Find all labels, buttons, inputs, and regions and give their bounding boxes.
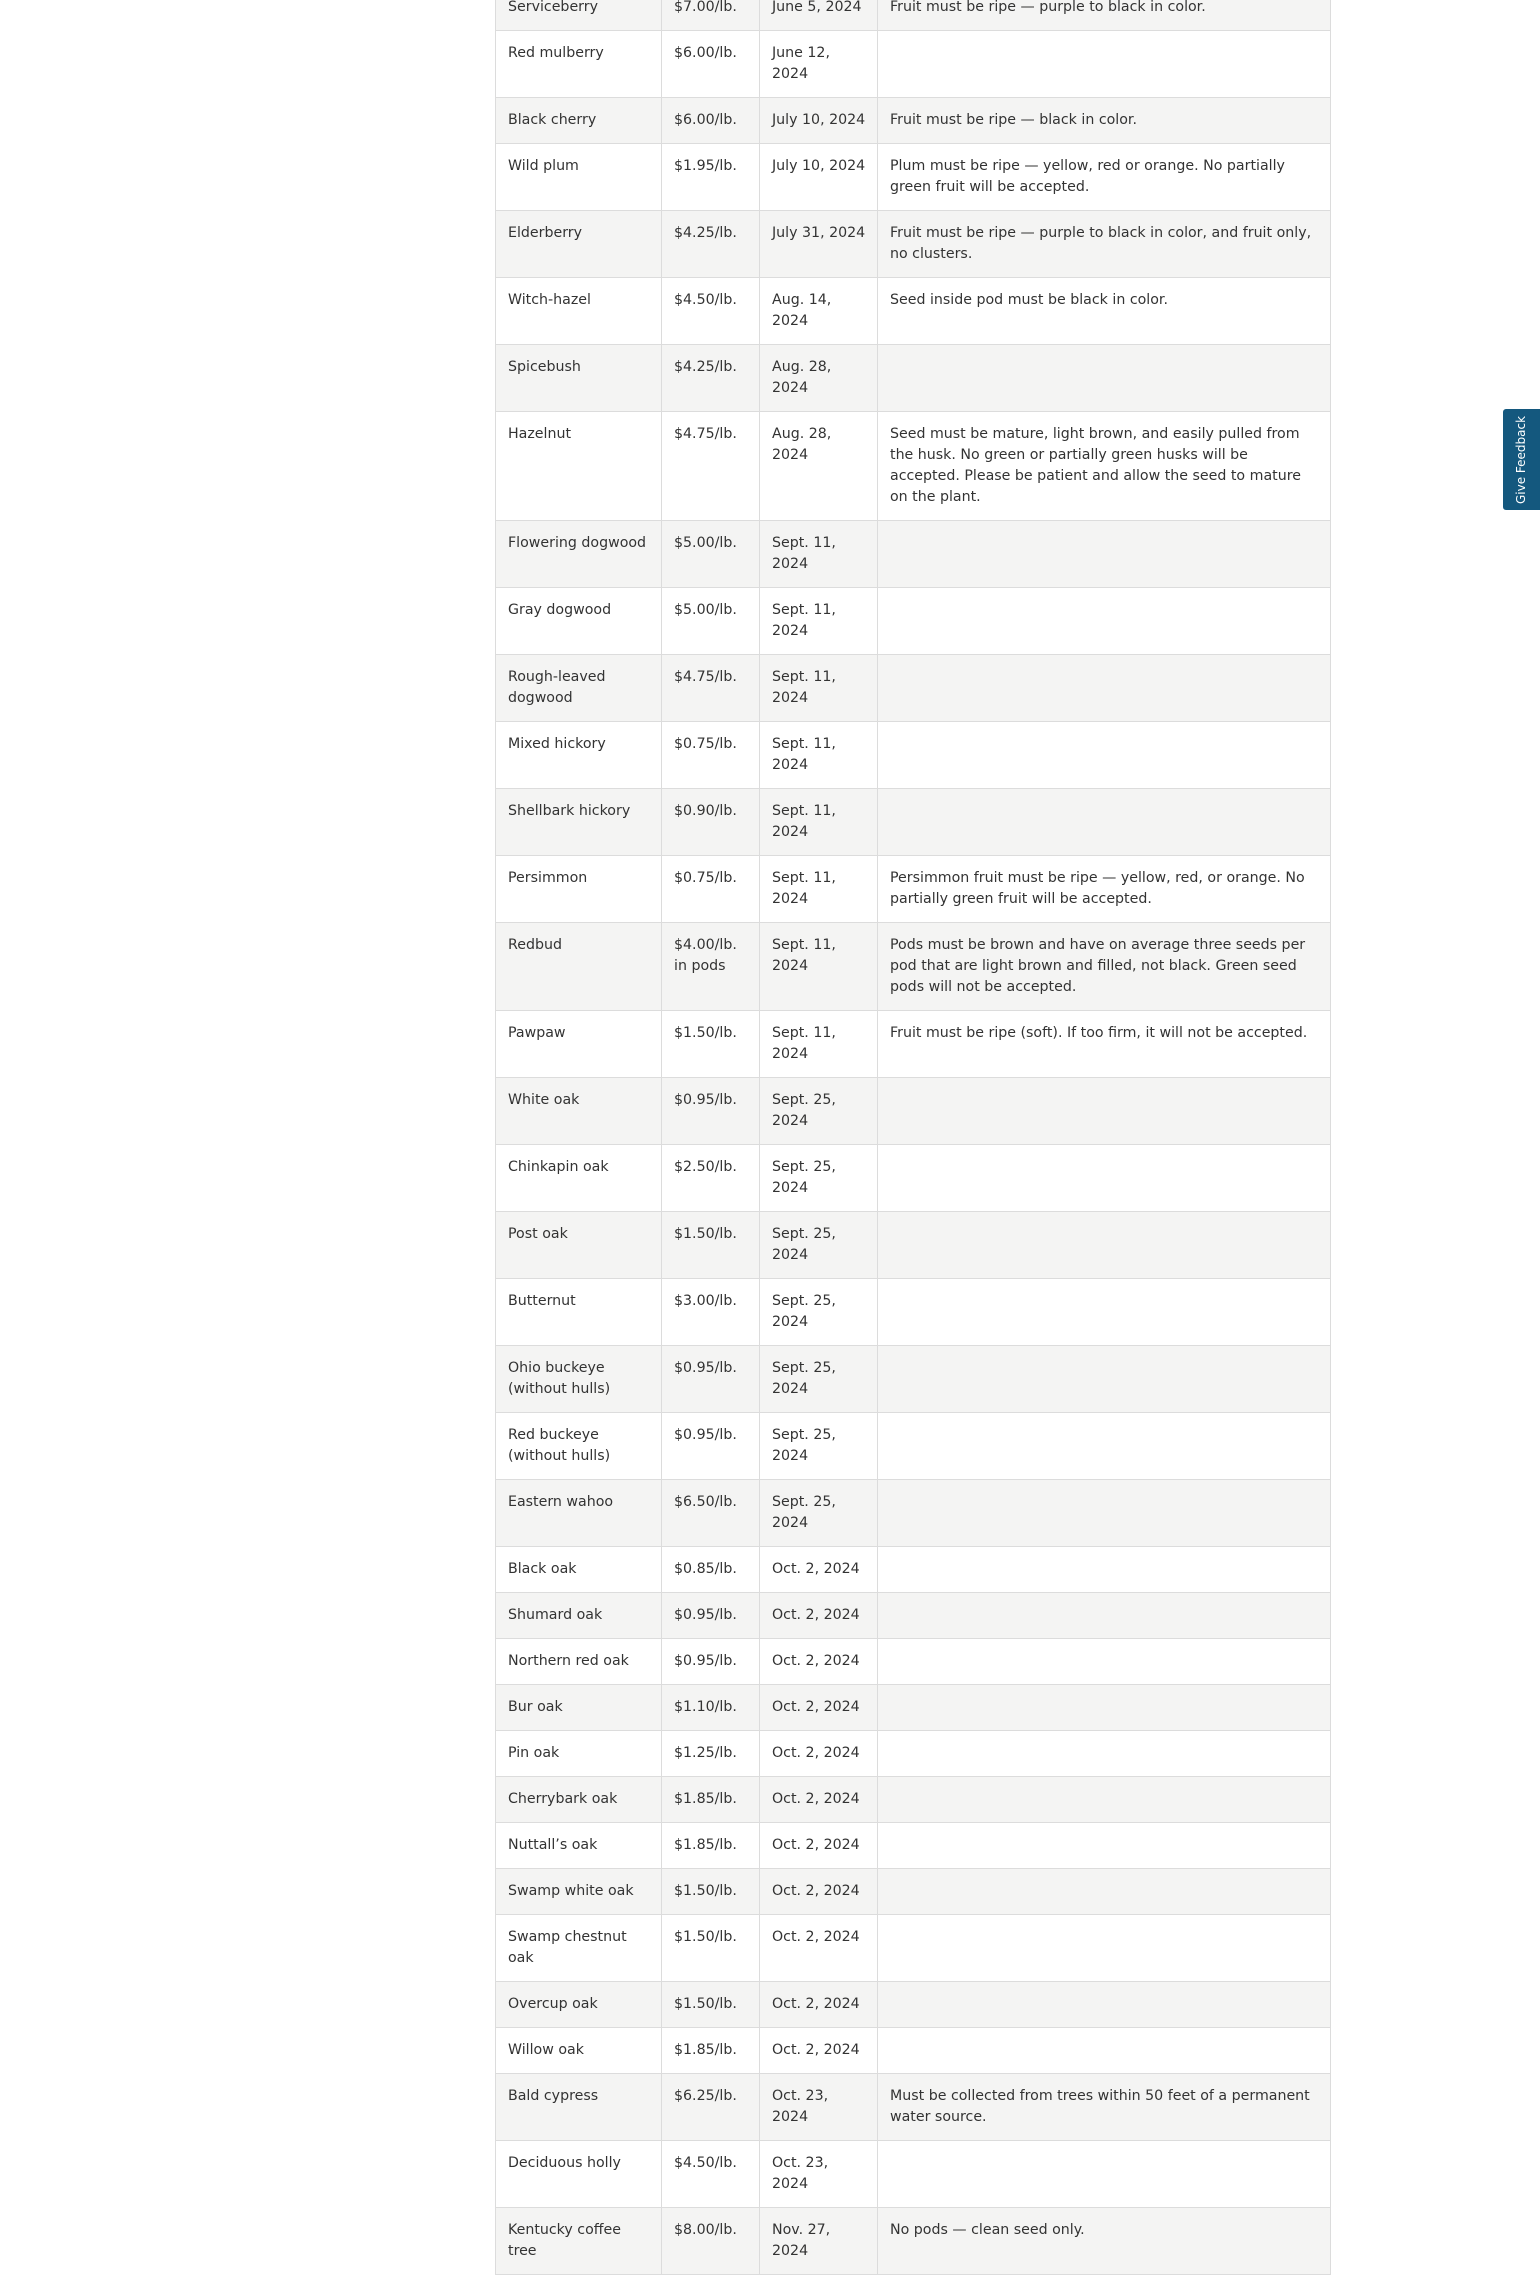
table-row: [496, 789, 1331, 856]
notes-cell: Plum must be ripe — yellow, red or orange. No partially green fruit will be accepted.: [878, 144, 1331, 211]
species-cell: White oak: [496, 1078, 662, 1145]
price-cell: $1.95/lb.: [662, 144, 760, 211]
table-row: [496, 923, 1331, 1011]
notes-cell: [878, 2028, 1331, 2074]
table-row: [496, 1593, 1331, 1639]
table-row: [496, 211, 1331, 278]
notes-cell: [878, 1685, 1331, 1731]
species-cell: Pin oak: [496, 1731, 662, 1777]
notes-cell: Seed inside pod must be black in color.: [878, 278, 1331, 345]
deadline-cell: Sept. 11, 2024: [760, 722, 878, 789]
species-cell: Overcup oak: [496, 1982, 662, 2028]
notes-cell: [878, 1777, 1331, 1823]
species-cell: Serviceberry: [496, 0, 662, 31]
species-cell: Black cherry: [496, 98, 662, 144]
give-feedback-label: Give Feedback: [1514, 415, 1529, 504]
species-cell: Black oak: [496, 1547, 662, 1593]
table-row: [496, 144, 1331, 211]
deadline-cell: Sept. 11, 2024: [760, 521, 878, 588]
deadline-cell: Oct. 2, 2024: [760, 1685, 878, 1731]
species-cell: Pawpaw: [496, 1011, 662, 1078]
table-row: [496, 1145, 1331, 1212]
price-cell: $4.25/lb.: [662, 345, 760, 412]
table-row: [496, 278, 1331, 345]
deadline-cell: Oct. 2, 2024: [760, 1777, 878, 1823]
table-row: [496, 1078, 1331, 1145]
price-cell: $4.50/lb.: [662, 2141, 760, 2208]
deadline-cell: June 12, 2024: [760, 31, 878, 98]
notes-cell: Seed must be mature, light brown, and easily pulled from the husk. No green or partially green husks will be accepted. Please be patient and allow the seed to mature on the plant.: [878, 412, 1331, 521]
species-cell: Red mulberry: [496, 31, 662, 98]
notes-cell: [878, 588, 1331, 655]
table-row: [496, 1639, 1331, 1685]
price-cell: $0.95/lb.: [662, 1593, 760, 1639]
deadline-cell: Sept. 25, 2024: [760, 1279, 878, 1346]
notes-cell: No pods — clean seed only.: [878, 2208, 1331, 2275]
deadline-cell: Oct. 23, 2024: [760, 2141, 878, 2208]
price-cell: $6.50/lb.: [662, 1480, 760, 1547]
species-cell: Bur oak: [496, 1685, 662, 1731]
notes-cell: [878, 1346, 1331, 1413]
deadline-cell: Oct. 23, 2024: [760, 2074, 878, 2141]
deadline-cell: Oct. 2, 2024: [760, 1547, 878, 1593]
deadline-cell: June 5, 2024: [760, 0, 878, 31]
table-row: [496, 1777, 1331, 1823]
deadline-cell: Sept. 25, 2024: [760, 1346, 878, 1413]
table-row: [496, 856, 1331, 923]
species-cell: Mixed hickory: [496, 722, 662, 789]
price-cell: $0.95/lb.: [662, 1639, 760, 1685]
price-cell: $1.50/lb.: [662, 1915, 760, 1982]
notes-cell: [878, 1212, 1331, 1279]
price-cell: $1.10/lb.: [662, 1685, 760, 1731]
deadline-cell: Sept. 25, 2024: [760, 1480, 878, 1547]
price-cell: $4.75/lb.: [662, 412, 760, 521]
deadline-cell: Sept. 11, 2024: [760, 655, 878, 722]
species-cell: Shellbark hickory: [496, 789, 662, 856]
deadline-cell: Sept. 25, 2024: [760, 1145, 878, 1212]
species-cell: Swamp chestnut oak: [496, 1915, 662, 1982]
price-cell: $5.00/lb.: [662, 588, 760, 655]
price-cell: $4.25/lb.: [662, 211, 760, 278]
deadline-cell: Sept. 11, 2024: [760, 1011, 878, 1078]
notes-cell: Fruit must be ripe — purple to black in color, and fruit only, no clusters.: [878, 211, 1331, 278]
price-cell: $1.50/lb.: [662, 1011, 760, 1078]
notes-cell: Fruit must be ripe — purple to black in color.: [878, 0, 1331, 31]
deadline-cell: July 10, 2024: [760, 144, 878, 211]
species-cell: Bald cypress: [496, 2074, 662, 2141]
deadline-cell: Sept. 11, 2024: [760, 588, 878, 655]
notes-cell: Fruit must be ripe (soft). If too firm, it will not be accepted.: [878, 1011, 1331, 1078]
table-row: [496, 521, 1331, 588]
deadline-cell: Oct. 2, 2024: [760, 1593, 878, 1639]
price-cell: $1.50/lb.: [662, 1982, 760, 2028]
seed-table-body: [496, 0, 1331, 2275]
price-cell: $2.50/lb.: [662, 1145, 760, 1212]
notes-cell: [878, 1639, 1331, 1685]
price-cell: $6.00/lb.: [662, 98, 760, 144]
price-cell: $0.75/lb.: [662, 856, 760, 923]
price-cell: $4.75/lb.: [662, 655, 760, 722]
species-cell: Butternut: [496, 1279, 662, 1346]
species-cell: Elderberry: [496, 211, 662, 278]
table-row: [496, 2141, 1331, 2208]
notes-cell: [878, 1078, 1331, 1145]
price-cell: $0.95/lb.: [662, 1078, 760, 1145]
notes-cell: [878, 1480, 1331, 1547]
seed-price-table: [495, 0, 1331, 2275]
price-cell: $6.25/lb.: [662, 2074, 760, 2141]
species-cell: Ohio buckeye (without hulls): [496, 1346, 662, 1413]
table-row: [496, 1011, 1331, 1078]
notes-cell: [878, 1982, 1331, 2028]
deadline-cell: July 10, 2024: [760, 98, 878, 144]
price-cell: $0.75/lb.: [662, 722, 760, 789]
deadline-cell: Sept. 11, 2024: [760, 789, 878, 856]
deadline-cell: Oct. 2, 2024: [760, 1823, 878, 1869]
table-row: [496, 2074, 1331, 2141]
deadline-cell: Oct. 2, 2024: [760, 1639, 878, 1685]
price-cell: $4.50/lb.: [662, 278, 760, 345]
species-cell: Eastern wahoo: [496, 1480, 662, 1547]
species-cell: Chinkapin oak: [496, 1145, 662, 1212]
deadline-cell: Oct. 2, 2024: [760, 1915, 878, 1982]
species-cell: Flowering dogwood: [496, 521, 662, 588]
notes-cell: [878, 2141, 1331, 2208]
table-row: [496, 1547, 1331, 1593]
notes-cell: [878, 31, 1331, 98]
deadline-cell: Sept. 25, 2024: [760, 1212, 878, 1279]
table-row: [496, 412, 1331, 521]
price-cell: $0.90/lb.: [662, 789, 760, 856]
notes-cell: Persimmon fruit must be ripe — yellow, red, or orange. No partially green fruit will be accepted.: [878, 856, 1331, 923]
species-cell: Gray dogwood: [496, 588, 662, 655]
table-row: [496, 31, 1331, 98]
notes-cell: [878, 345, 1331, 412]
species-cell: Swamp white oak: [496, 1869, 662, 1915]
notes-cell: [878, 1823, 1331, 1869]
price-cell: $1.50/lb.: [662, 1869, 760, 1915]
table-row: [496, 1212, 1331, 1279]
species-cell: Cherrybark oak: [496, 1777, 662, 1823]
species-cell: Wild plum: [496, 144, 662, 211]
notes-cell: [878, 521, 1331, 588]
species-cell: Post oak: [496, 1212, 662, 1279]
price-cell: $5.00/lb.: [662, 521, 760, 588]
deadline-cell: Oct. 2, 2024: [760, 1982, 878, 2028]
price-cell: $1.25/lb.: [662, 1731, 760, 1777]
deadline-cell: Aug. 28, 2024: [760, 412, 878, 521]
species-cell: Persimmon: [496, 856, 662, 923]
table-row: [496, 655, 1331, 722]
species-cell: Spicebush: [496, 345, 662, 412]
deadline-cell: Sept. 11, 2024: [760, 923, 878, 1011]
deadline-cell: Sept. 11, 2024: [760, 856, 878, 923]
table-row: [496, 1480, 1331, 1547]
notes-cell: [878, 1547, 1331, 1593]
table-row: [496, 1279, 1331, 1346]
notes-cell: [878, 655, 1331, 722]
notes-cell: [878, 1413, 1331, 1480]
species-cell: Northern red oak: [496, 1639, 662, 1685]
species-cell: Redbud: [496, 923, 662, 1011]
price-cell: $7.00/lb.: [662, 0, 760, 31]
table-row: [496, 98, 1331, 144]
price-cell: $1.50/lb.: [662, 1212, 760, 1279]
table-row: [496, 2028, 1331, 2074]
deadline-cell: Nov. 27, 2024: [760, 2208, 878, 2275]
species-cell: Rough-leaved dogwood: [496, 655, 662, 722]
deadline-cell: Oct. 2, 2024: [760, 1869, 878, 1915]
give-feedback-button[interactable]: [1503, 409, 1540, 510]
price-cell: $0.95/lb.: [662, 1413, 760, 1480]
species-cell: Kentucky coffee tree: [496, 2208, 662, 2275]
species-cell: Shumard oak: [496, 1593, 662, 1639]
species-cell: Witch-hazel: [496, 278, 662, 345]
table-row: [496, 722, 1331, 789]
price-cell: $0.85/lb.: [662, 1547, 760, 1593]
table-row: [496, 0, 1331, 31]
table-row: [496, 2208, 1331, 2275]
price-cell: $1.85/lb.: [662, 2028, 760, 2074]
table-row: [496, 1869, 1331, 1915]
species-cell: Hazelnut: [496, 412, 662, 521]
species-cell: Willow oak: [496, 2028, 662, 2074]
deadline-cell: Aug. 28, 2024: [760, 345, 878, 412]
species-cell: Nuttall’s oak: [496, 1823, 662, 1869]
table-row: [496, 345, 1331, 412]
deadline-cell: July 31, 2024: [760, 211, 878, 278]
notes-cell: [878, 722, 1331, 789]
notes-cell: [878, 789, 1331, 856]
table-row: [496, 1982, 1331, 2028]
species-cell: Deciduous holly: [496, 2141, 662, 2208]
price-cell: $1.85/lb.: [662, 1823, 760, 1869]
price-cell: $3.00/lb.: [662, 1279, 760, 1346]
deadline-cell: Aug. 14, 2024: [760, 278, 878, 345]
notes-cell: Must be collected from trees within 50 feet of a permanent water source.: [878, 2074, 1331, 2141]
table-row: [496, 1915, 1331, 1982]
species-cell: Red buckeye (without hulls): [496, 1413, 662, 1480]
notes-cell: [878, 1915, 1331, 1982]
notes-cell: Pods must be brown and have on average three seeds per pod that are light brown and filled, not black. Green seed pods will not be accepted.: [878, 923, 1331, 1011]
table-row: [496, 1823, 1331, 1869]
price-cell: $8.00/lb.: [662, 2208, 760, 2275]
deadline-cell: Oct. 2, 2024: [760, 1731, 878, 1777]
notes-cell: [878, 1869, 1331, 1915]
table-row: [496, 588, 1331, 655]
notes-cell: Fruit must be ripe — black in color.: [878, 98, 1331, 144]
notes-cell: [878, 1279, 1331, 1346]
table-row: [496, 1685, 1331, 1731]
deadline-cell: Oct. 2, 2024: [760, 2028, 878, 2074]
table-row: [496, 1346, 1331, 1413]
price-cell: $6.00/lb.: [662, 31, 760, 98]
price-cell: $0.95/lb.: [662, 1346, 760, 1413]
notes-cell: [878, 1731, 1331, 1777]
deadline-cell: Sept. 25, 2024: [760, 1413, 878, 1480]
price-cell: $1.85/lb.: [662, 1777, 760, 1823]
notes-cell: [878, 1145, 1331, 1212]
notes-cell: [878, 1593, 1331, 1639]
price-cell: $4.00/lb. in pods: [662, 923, 760, 1011]
table-row: [496, 1413, 1331, 1480]
table-row: [496, 1731, 1331, 1777]
deadline-cell: Sept. 25, 2024: [760, 1078, 878, 1145]
